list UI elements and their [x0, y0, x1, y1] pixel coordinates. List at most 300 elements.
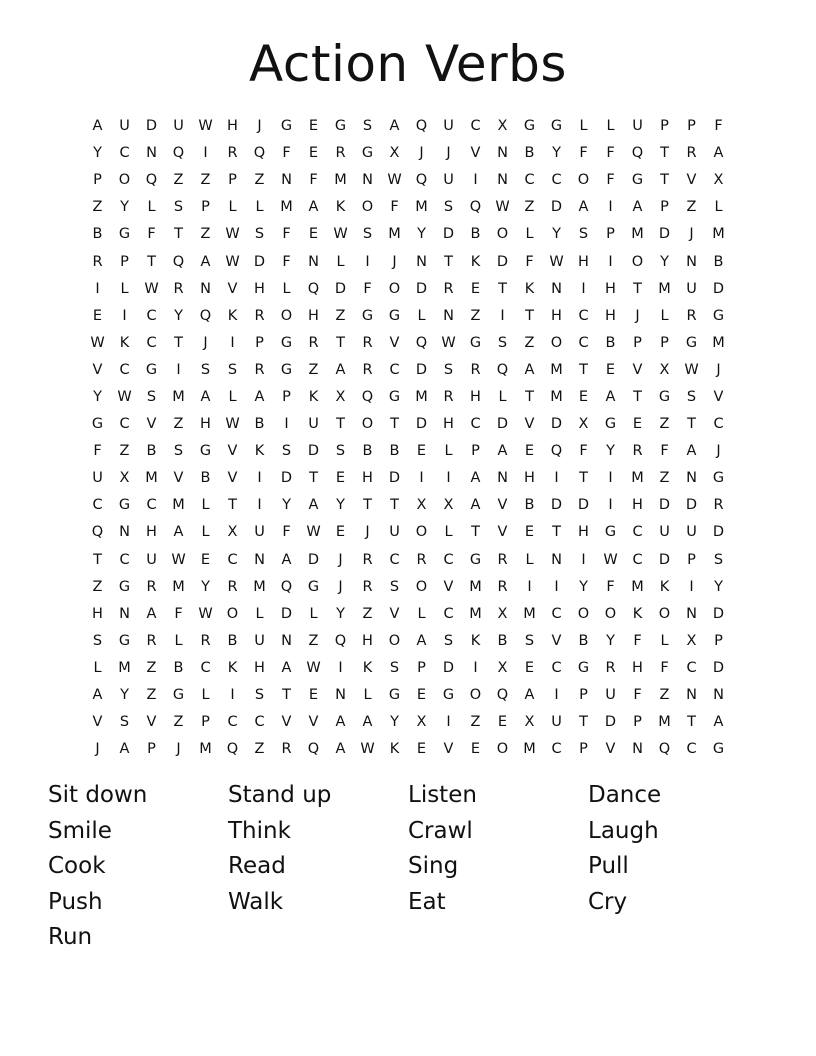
grid-letter: H — [362, 470, 373, 487]
grid-letter: E — [200, 551, 211, 568]
grid-letter: O — [577, 605, 590, 622]
grid-letter: W — [441, 334, 456, 351]
grid-letter: F — [147, 226, 156, 243]
grid-letter: I — [608, 497, 613, 514]
grid-letter: K — [389, 741, 400, 758]
grid-letter: R — [146, 578, 157, 595]
grid-letter: L — [660, 632, 669, 649]
grid-letter: A — [605, 388, 616, 405]
grid-letter: L — [444, 524, 453, 541]
grid-letter: Q — [172, 253, 185, 270]
grid-letter: U — [254, 524, 265, 541]
grid-letter: I — [122, 307, 127, 324]
grid-letter: O — [388, 632, 401, 649]
grid-letter: F — [714, 118, 723, 135]
grid-letter: R — [686, 307, 697, 324]
grid-letter: I — [446, 470, 451, 487]
grid-letter: T — [579, 714, 588, 731]
grid-letter: C — [632, 551, 643, 568]
grid-letter: G — [658, 388, 671, 405]
grid-letter: X — [497, 118, 508, 135]
grid-letter: N — [335, 687, 346, 704]
grid-letter: S — [578, 226, 589, 243]
grid-letter: N — [686, 470, 697, 487]
grid-letter: R — [497, 551, 508, 568]
grid-letter: C — [713, 416, 724, 433]
grid-letter: A — [281, 659, 292, 676]
grid-letter: D — [307, 551, 320, 568]
grid-letter: S — [362, 118, 373, 135]
grid-letter: Y — [120, 687, 129, 704]
word-list-item: Run — [48, 924, 93, 951]
grid-letter: T — [687, 714, 696, 731]
grid-letter: Z — [92, 199, 103, 216]
grid-letter: K — [470, 253, 481, 270]
grid-letter: O — [496, 741, 509, 758]
grid-letter: N — [362, 172, 373, 189]
word-list-item: Dance — [588, 782, 662, 808]
grid-letter: D — [253, 253, 266, 270]
grid-letter: M — [415, 388, 428, 405]
grid-letter: C — [443, 551, 454, 568]
grid-letter: I — [257, 470, 262, 487]
grid-letter: A — [92, 687, 103, 704]
grid-letter: Q — [307, 280, 320, 297]
grid-letter: E — [335, 470, 346, 487]
grid-letter: V — [443, 578, 454, 595]
word-search-grid — [84, 113, 732, 763]
grid-row — [84, 167, 732, 194]
grid-letter: H — [146, 524, 157, 541]
grid-letter: Z — [362, 605, 373, 622]
grid-row — [84, 384, 732, 411]
grid-letter: S — [227, 361, 238, 378]
grid-letter: F — [525, 253, 534, 270]
grid-letter: G — [118, 497, 131, 514]
grid-letter: L — [228, 199, 237, 216]
grid-letter: Q — [550, 443, 563, 460]
grid-letter: X — [578, 416, 589, 433]
grid-letter: E — [308, 226, 319, 243]
grid-letter: E — [605, 361, 616, 378]
grid-letter: R — [362, 578, 373, 595]
grid-letter: K — [119, 334, 130, 351]
grid-letter: Q — [226, 741, 239, 758]
grid-letter: V — [92, 361, 103, 378]
grid-letter: M — [118, 659, 131, 676]
grid-letter: E — [632, 416, 643, 433]
grid-letter: Z — [146, 659, 157, 676]
grid-letter: Z — [470, 307, 481, 324]
grid-letter: G — [361, 307, 374, 324]
grid-letter: G — [712, 470, 725, 487]
grid-letter: Q — [253, 145, 266, 162]
grid-letter: I — [284, 416, 289, 433]
grid-letter: P — [201, 714, 210, 731]
grid-letter: C — [470, 118, 481, 135]
grid-letter: Z — [92, 578, 103, 595]
grid-letter: J — [716, 443, 721, 460]
grid-letter: A — [686, 443, 697, 460]
grid-letter: X — [524, 714, 535, 731]
grid-letter: H — [362, 632, 373, 649]
grid-letter: I — [608, 199, 613, 216]
grid-letter: G — [361, 145, 374, 162]
grid-letter: I — [95, 280, 100, 297]
grid-letter: U — [389, 524, 400, 541]
grid-row — [84, 113, 732, 140]
grid-letter: V — [227, 443, 238, 460]
grid-letter: T — [336, 334, 345, 351]
grid-letter: S — [713, 551, 724, 568]
grid-letter: F — [282, 253, 291, 270]
grid-letter: S — [200, 361, 211, 378]
grid-letter: T — [174, 226, 183, 243]
grid-letter: D — [550, 416, 563, 433]
grid-letter: C — [551, 659, 562, 676]
grid-letter: T — [147, 253, 156, 270]
grid-letter: K — [308, 388, 319, 405]
grid-letter: V — [227, 280, 238, 297]
grid-letter: C — [524, 172, 535, 189]
grid-letter: D — [415, 416, 428, 433]
grid-letter: M — [550, 388, 563, 405]
grid-row — [84, 221, 732, 248]
grid-letter: A — [389, 118, 400, 135]
grid-letter: H — [470, 388, 481, 405]
grid-letter: L — [309, 605, 318, 622]
grid-letter: K — [470, 632, 481, 649]
grid-letter: G — [577, 659, 590, 676]
grid-letter: S — [254, 226, 265, 243]
grid-letter: O — [415, 524, 428, 541]
grid-letter: P — [120, 253, 129, 270]
grid-letter: W — [603, 551, 618, 568]
grid-letter: R — [497, 578, 508, 595]
grid-letter: S — [335, 443, 346, 460]
grid-letter: A — [632, 199, 643, 216]
grid-letter: V — [605, 741, 616, 758]
word-list-item: Crawl — [408, 817, 473, 844]
grid-letter: B — [362, 443, 373, 460]
grid-letter: M — [253, 578, 266, 595]
word-list-item: Walk — [228, 888, 284, 915]
grid-letter: D — [550, 199, 563, 216]
grid-letter: C — [119, 145, 130, 162]
grid-letter: J — [203, 334, 208, 351]
grid-letter: T — [228, 497, 237, 514]
grid-letter: X — [227, 524, 238, 541]
grid-letter: S — [281, 443, 292, 460]
grid-letter: E — [416, 687, 427, 704]
grid-letter: Y — [579, 578, 588, 595]
grid-letter: W — [144, 280, 159, 297]
grid-row — [84, 276, 732, 303]
grid-letter: S — [119, 714, 130, 731]
grid-letter: Y — [336, 605, 345, 622]
grid-letter: M — [712, 334, 725, 351]
grid-letter: H — [632, 659, 643, 676]
grid-letter: Y — [417, 226, 426, 243]
grid-letter: Z — [659, 470, 670, 487]
grid-letter: L — [120, 280, 129, 297]
grid-letter: O — [577, 172, 590, 189]
grid-letter: M — [658, 280, 671, 297]
grid-letter: L — [336, 253, 345, 270]
grid-letter: V — [470, 145, 481, 162]
grid-letter: M — [523, 605, 536, 622]
grid-letter: Z — [308, 632, 319, 649]
grid-letter: I — [554, 687, 559, 704]
grid-letter: I — [473, 172, 478, 189]
grid-letter: T — [525, 388, 534, 405]
grid-letter: N — [281, 632, 292, 649]
grid-letter: L — [498, 388, 507, 405]
grid-letter: T — [471, 524, 480, 541]
grid-letter: G — [604, 416, 617, 433]
grid-letter: F — [633, 632, 642, 649]
grid-letter: W — [387, 172, 402, 189]
grid-letter: I — [176, 361, 181, 378]
grid-letter: Y — [282, 497, 291, 514]
grid-letter: N — [713, 687, 724, 704]
grid-letter: K — [632, 605, 643, 622]
grid-row — [84, 248, 732, 275]
grid-letter: N — [497, 470, 508, 487]
grid-letter: R — [632, 443, 643, 460]
grid-letter: X — [713, 172, 724, 189]
grid-letter: J — [392, 253, 397, 270]
grid-letter: V — [713, 388, 724, 405]
grid-letter: N — [200, 280, 211, 297]
grid-letter: C — [686, 659, 697, 676]
grid-letter: E — [524, 659, 535, 676]
grid-row — [84, 438, 732, 465]
grid-letter: L — [363, 687, 372, 704]
grid-letter: J — [95, 741, 100, 758]
grid-letter: V — [227, 470, 238, 487]
grid-letter: C — [443, 605, 454, 622]
grid-letter: G — [334, 118, 347, 135]
grid-letter: T — [579, 470, 588, 487]
grid-letter: R — [281, 741, 292, 758]
grid-letter: N — [497, 145, 508, 162]
grid-letter: C — [119, 551, 130, 568]
grid-letter: Q — [199, 307, 212, 324]
grid-letter: H — [578, 524, 589, 541]
grid-letter: X — [119, 470, 130, 487]
grid-letter: D — [442, 659, 455, 676]
word-list-item: Sing — [408, 853, 459, 880]
grid-letter: T — [336, 416, 345, 433]
grid-letter: R — [362, 361, 373, 378]
grid-letter: R — [443, 388, 454, 405]
grid-letter: Y — [552, 145, 561, 162]
grid-letter: L — [201, 687, 210, 704]
grid-letter: X — [497, 659, 508, 676]
grid-letter: L — [606, 118, 615, 135]
grid-letter: E — [497, 714, 508, 731]
grid-letter: T — [444, 253, 453, 270]
grid-letter: E — [416, 741, 427, 758]
grid-letter: H — [605, 280, 616, 297]
grid-letter: F — [363, 280, 372, 297]
grid-letter: Z — [119, 443, 130, 460]
grid-letter: L — [714, 199, 723, 216]
grid-letter: C — [146, 334, 157, 351]
grid-letter: U — [659, 524, 670, 541]
grid-letter: M — [172, 578, 185, 595]
grid-letter: Z — [173, 172, 184, 189]
grid-letter: O — [226, 605, 239, 622]
grid-letter: G — [199, 443, 212, 460]
grid-letter: F — [93, 443, 102, 460]
grid-letter: I — [581, 551, 586, 568]
grid-letter: P — [147, 741, 156, 758]
grid-letter: D — [658, 551, 671, 568]
grid-letter: T — [633, 388, 642, 405]
grid-letter: I — [608, 470, 613, 487]
grid-letter: I — [446, 714, 451, 731]
word-list-item: Think — [228, 817, 291, 844]
grid-row — [84, 140, 732, 167]
grid-letter: L — [201, 524, 210, 541]
grid-letter: B — [605, 334, 616, 351]
grid-letter: S — [173, 199, 184, 216]
grid-letter: D — [388, 470, 401, 487]
grid-letter: P — [714, 632, 723, 649]
grid-letter: T — [579, 361, 588, 378]
grid-letter: A — [524, 361, 535, 378]
grid-letter: H — [308, 307, 319, 324]
grid-letter: D — [712, 659, 725, 676]
grid-letter: B — [470, 226, 481, 243]
grid-letter: E — [308, 145, 319, 162]
grid-letter: R — [254, 361, 265, 378]
grid-letter: U — [632, 118, 643, 135]
grid-letter: P — [660, 334, 669, 351]
grid-letter: Z — [173, 416, 184, 433]
grid-letter: T — [390, 497, 399, 514]
grid-letter: C — [227, 714, 238, 731]
grid-letter: A — [200, 253, 211, 270]
grid-letter: D — [496, 416, 509, 433]
grid-letter: U — [146, 551, 157, 568]
grid-letter: M — [712, 226, 725, 243]
grid-letter: H — [632, 497, 643, 514]
grid-letter: U — [443, 172, 454, 189]
grid-letter: P — [633, 714, 642, 731]
grid-letter: P — [606, 226, 615, 243]
grid-letter: L — [174, 632, 183, 649]
grid-letter: X — [416, 714, 427, 731]
grid-letter: A — [308, 497, 319, 514]
word-list-item: Pull — [588, 853, 629, 880]
grid-letter: R — [335, 145, 346, 162]
grid-letter: L — [525, 226, 534, 243]
grid-letter: M — [469, 578, 482, 595]
grid-letter: O — [361, 199, 374, 216]
grid-letter: V — [389, 334, 400, 351]
grid-letter: J — [176, 741, 181, 758]
grid-letter: S — [173, 443, 184, 460]
grid-letter: Z — [308, 361, 319, 378]
grid-letter: H — [551, 307, 562, 324]
grid-letter: L — [147, 199, 156, 216]
grid-letter: Q — [415, 172, 428, 189]
grid-letter: B — [173, 659, 184, 676]
grid-letter: N — [686, 687, 697, 704]
grid-letter: P — [417, 659, 426, 676]
grid-letter: Y — [120, 199, 129, 216]
grid-letter: R — [416, 551, 427, 568]
grid-letter: I — [338, 659, 343, 676]
grid-letter: D — [712, 280, 725, 297]
grid-letter: Q — [307, 741, 320, 758]
grid-letter: A — [335, 741, 346, 758]
grid-letter: H — [254, 280, 265, 297]
grid-letter: M — [334, 172, 347, 189]
grid-letter: D — [415, 361, 428, 378]
grid-letter: C — [551, 172, 562, 189]
grid-letter: E — [335, 524, 346, 541]
grid-letter: R — [713, 497, 724, 514]
grid-letter: H — [443, 416, 454, 433]
grid-letter: V — [443, 741, 454, 758]
grid-letter: Y — [606, 632, 615, 649]
grid-letter: X — [443, 497, 454, 514]
grid-letter: L — [525, 551, 534, 568]
grid-letter: A — [470, 497, 481, 514]
grid-letter: F — [633, 687, 642, 704]
grid-letter: B — [254, 416, 265, 433]
grid-letter: T — [525, 307, 534, 324]
grid-letter: A — [524, 687, 535, 704]
grid-letter: G — [118, 226, 131, 243]
grid-letter: G — [388, 687, 401, 704]
word-list-item: Push — [48, 888, 103, 915]
grid-letter: M — [388, 226, 401, 243]
grid-letter: F — [660, 659, 669, 676]
grid-letter: N — [686, 253, 697, 270]
grid-letter: Q — [361, 388, 374, 405]
grid-letter: S — [686, 388, 697, 405]
grid-letter: T — [660, 172, 669, 189]
grid-letter: A — [92, 118, 103, 135]
grid-letter: A — [308, 199, 319, 216]
grid-letter: T — [93, 551, 102, 568]
grid-letter: X — [416, 497, 427, 514]
grid-letter: F — [606, 172, 615, 189]
grid-letter: N — [308, 253, 319, 270]
grid-letter: S — [443, 361, 454, 378]
grid-letter: W — [549, 253, 564, 270]
grid-letter: U — [119, 118, 130, 135]
grid-letter: A — [713, 714, 724, 731]
grid-letter: A — [146, 605, 157, 622]
grid-letter: V — [497, 524, 508, 541]
grid-letter: T — [660, 145, 669, 162]
grid-letter: N — [254, 551, 265, 568]
grid-row — [84, 682, 732, 709]
grid-letter: G — [388, 388, 401, 405]
grid-letter: P — [579, 741, 588, 758]
grid-letter: L — [660, 307, 669, 324]
grid-letter: Z — [173, 714, 184, 731]
grid-letter: C — [254, 714, 265, 731]
grid-letter: X — [686, 632, 697, 649]
grid-letter: W — [198, 605, 213, 622]
